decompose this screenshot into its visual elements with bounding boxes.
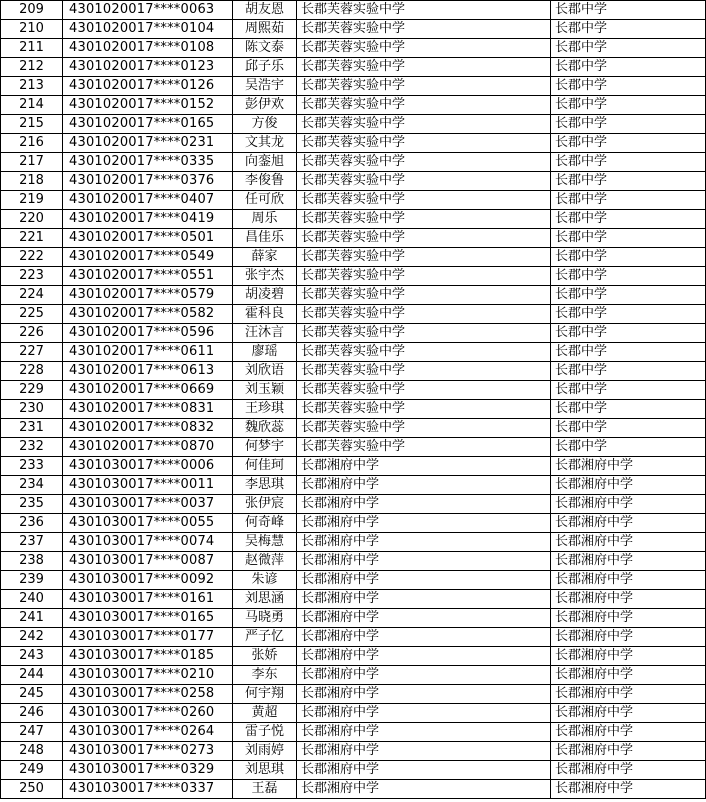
graduating-school-cell: 长郡芙蓉实验中学: [297, 115, 551, 134]
row-number-cell: 224: [1, 286, 63, 305]
student-name-cell: 廖瑶: [233, 343, 297, 362]
graduating-school-cell: 长郡芙蓉实验中学: [297, 153, 551, 172]
admitted-school-cell: 长郡湘府中学: [551, 761, 706, 780]
candidate-id-cell: 4301020017****0832: [63, 419, 233, 438]
graduating-school-cell: 长郡湘府中学: [297, 552, 551, 571]
graduating-school-cell: 长郡湘府中学: [297, 761, 551, 780]
row-number-cell: 228: [1, 362, 63, 381]
candidate-id-cell: 4301030017****0258: [63, 685, 233, 704]
row-number-cell: 231: [1, 419, 63, 438]
student-name-cell: 严子忆: [233, 628, 297, 647]
graduating-school-cell: 长郡芙蓉实验中学: [297, 77, 551, 96]
admitted-school-cell: 长郡湘府中学: [551, 514, 706, 533]
row-number-cell: 216: [1, 134, 63, 153]
graduating-school-cell: 长郡芙蓉实验中学: [297, 324, 551, 343]
admitted-school-cell: 长郡中学: [551, 210, 706, 229]
student-name-cell: 马晓勇: [233, 609, 297, 628]
table-row: [1, 495, 706, 514]
candidate-id-cell: 4301020017****0376: [63, 172, 233, 191]
candidate-id-cell: 4301020017****0231: [63, 134, 233, 153]
row-number-cell: 241: [1, 609, 63, 628]
table-row: [1, 343, 706, 362]
table-row: [1, 96, 706, 115]
admitted-school-cell: 长郡中学: [551, 153, 706, 172]
row-number-cell: 214: [1, 96, 63, 115]
table-body: [1, 1, 706, 799]
table-row: [1, 248, 706, 267]
candidate-id-cell: 4301030017****0264: [63, 723, 233, 742]
row-number-cell: 227: [1, 343, 63, 362]
admitted-school-cell: 长郡湘府中学: [551, 571, 706, 590]
table-row: [1, 134, 706, 153]
table-row: [1, 362, 706, 381]
candidate-id-cell: 4301030017****0055: [63, 514, 233, 533]
graduating-school-cell: 长郡湘府中学: [297, 609, 551, 628]
table-row: [1, 628, 706, 647]
graduating-school-cell: 长郡芙蓉实验中学: [297, 96, 551, 115]
candidate-id-cell: 4301030017****0329: [63, 761, 233, 780]
candidate-id-cell: 4301020017****0551: [63, 267, 233, 286]
student-name-cell: 吴梅慧: [233, 533, 297, 552]
candidate-id-cell: 4301020017****0831: [63, 400, 233, 419]
candidate-id-cell: 4301020017****0152: [63, 96, 233, 115]
table-row: [1, 571, 706, 590]
student-name-cell: 黄超: [233, 704, 297, 723]
student-name-cell: 邱子乐: [233, 58, 297, 77]
admitted-school-cell: 长郡中学: [551, 1, 706, 20]
row-number-cell: 220: [1, 210, 63, 229]
candidate-id-cell: 4301030017****0210: [63, 666, 233, 685]
candidate-id-cell: 4301030017****0185: [63, 647, 233, 666]
student-name-cell: 李思琪: [233, 476, 297, 495]
graduating-school-cell: 长郡芙蓉实验中学: [297, 134, 551, 153]
candidate-id-cell: 4301020017****0335: [63, 153, 233, 172]
row-number-cell: 232: [1, 438, 63, 457]
candidate-id-cell: 4301020017****0407: [63, 191, 233, 210]
student-name-cell: 周熙茹: [233, 20, 297, 39]
row-number-cell: 229: [1, 381, 63, 400]
student-name-cell: 胡凌碧: [233, 286, 297, 305]
admitted-school-cell: 长郡湘府中学: [551, 628, 706, 647]
student-name-cell: 向銮旭: [233, 153, 297, 172]
graduating-school-cell: 长郡湘府中学: [297, 495, 551, 514]
candidate-id-cell: 4301030017****0087: [63, 552, 233, 571]
row-number-cell: 210: [1, 20, 63, 39]
candidate-id-cell: 4301020017****0549: [63, 248, 233, 267]
graduating-school-cell: 长郡芙蓉实验中学: [297, 438, 551, 457]
admitted-school-cell: 长郡中学: [551, 229, 706, 248]
candidate-id-cell: 4301030017****0165: [63, 609, 233, 628]
graduating-school-cell: 长郡芙蓉实验中学: [297, 267, 551, 286]
student-name-cell: 陈文泰: [233, 39, 297, 58]
admitted-school-cell: 长郡中学: [551, 191, 706, 210]
row-number-cell: 212: [1, 58, 63, 77]
student-name-cell: 彭伊欢: [233, 96, 297, 115]
row-number-cell: 217: [1, 153, 63, 172]
table-row: [1, 115, 706, 134]
table-row: [1, 533, 706, 552]
student-name-cell: 王磊: [233, 780, 297, 799]
candidate-id-cell: 4301020017****0596: [63, 324, 233, 343]
admitted-school-cell: 长郡中学: [551, 324, 706, 343]
student-name-cell: 刘欣语: [233, 362, 297, 381]
table-row: [1, 39, 706, 58]
student-name-cell: 王珍琪: [233, 400, 297, 419]
table-row: [1, 438, 706, 457]
graduating-school-cell: 长郡芙蓉实验中学: [297, 1, 551, 20]
row-number-cell: 225: [1, 305, 63, 324]
admitted-school-cell: 长郡湘府中学: [551, 704, 706, 723]
graduating-school-cell: 长郡芙蓉实验中学: [297, 419, 551, 438]
admitted-school-cell: 长郡中学: [551, 58, 706, 77]
table-row: [1, 476, 706, 495]
row-number-cell: 246: [1, 704, 63, 723]
table-row: [1, 457, 706, 476]
student-name-cell: 张伊宸: [233, 495, 297, 514]
graduating-school-cell: 长郡湘府中学: [297, 723, 551, 742]
student-name-cell: 赵微萍: [233, 552, 297, 571]
admitted-school-cell: 长郡湘府中学: [551, 647, 706, 666]
candidate-id-cell: 4301020017****0108: [63, 39, 233, 58]
table-row: [1, 1, 706, 20]
admitted-school-cell: 长郡湘府中学: [551, 457, 706, 476]
row-number-cell: 233: [1, 457, 63, 476]
row-number-cell: 237: [1, 533, 63, 552]
row-number-cell: 215: [1, 115, 63, 134]
row-number-cell: 242: [1, 628, 63, 647]
admitted-school-cell: 长郡湘府中学: [551, 666, 706, 685]
table-row: [1, 704, 706, 723]
row-number-cell: 226: [1, 324, 63, 343]
graduating-school-cell: 长郡湘府中学: [297, 780, 551, 799]
graduating-school-cell: 长郡湘府中学: [297, 666, 551, 685]
row-number-cell: 249: [1, 761, 63, 780]
row-number-cell: 244: [1, 666, 63, 685]
student-name-cell: 张宇杰: [233, 267, 297, 286]
student-name-cell: 胡友恩: [233, 1, 297, 20]
row-number-cell: 245: [1, 685, 63, 704]
table-row: [1, 172, 706, 191]
row-number-cell: 223: [1, 267, 63, 286]
candidate-id-cell: 4301020017****0123: [63, 58, 233, 77]
student-name-cell: 刘雨婷: [233, 742, 297, 761]
student-name-cell: 何奇峰: [233, 514, 297, 533]
row-number-cell: 222: [1, 248, 63, 267]
admitted-school-cell: 长郡中学: [551, 248, 706, 267]
student-name-cell: 汪沐言: [233, 324, 297, 343]
student-name-cell: 朱谚: [233, 571, 297, 590]
row-number-cell: 213: [1, 77, 63, 96]
row-number-cell: 247: [1, 723, 63, 742]
graduating-school-cell: 长郡湘府中学: [297, 628, 551, 647]
student-name-cell: 何宇翔: [233, 685, 297, 704]
admitted-school-cell: 长郡中学: [551, 39, 706, 58]
row-number-cell: 218: [1, 172, 63, 191]
student-name-cell: 周乐: [233, 210, 297, 229]
candidate-id-cell: 4301020017****0582: [63, 305, 233, 324]
candidate-id-cell: 4301020017****0419: [63, 210, 233, 229]
admitted-school-cell: 长郡湘府中学: [551, 533, 706, 552]
admitted-school-cell: 长郡湘府中学: [551, 495, 706, 514]
admitted-school-cell: 长郡中学: [551, 286, 706, 305]
graduating-school-cell: 长郡湘府中学: [297, 704, 551, 723]
row-number-cell: 239: [1, 571, 63, 590]
graduating-school-cell: 长郡芙蓉实验中学: [297, 210, 551, 229]
table-row: [1, 210, 706, 229]
row-number-cell: 234: [1, 476, 63, 495]
candidate-id-cell: 4301030017****0037: [63, 495, 233, 514]
admitted-school-cell: 长郡中学: [551, 362, 706, 381]
graduating-school-cell: 长郡湘府中学: [297, 742, 551, 761]
candidate-id-cell: 4301030017****0011: [63, 476, 233, 495]
row-number-cell: 248: [1, 742, 63, 761]
student-name-cell: 霍科良: [233, 305, 297, 324]
row-number-cell: 238: [1, 552, 63, 571]
admitted-school-cell: 长郡湘府中学: [551, 476, 706, 495]
candidate-id-cell: 4301020017****0579: [63, 286, 233, 305]
table-row: [1, 723, 706, 742]
candidate-id-cell: 4301030017****0092: [63, 571, 233, 590]
student-name-cell: 薛家: [233, 248, 297, 267]
candidate-id-cell: 4301030017****0177: [63, 628, 233, 647]
table-row: [1, 647, 706, 666]
admitted-school-cell: 长郡湘府中学: [551, 609, 706, 628]
row-number-cell: 243: [1, 647, 63, 666]
row-number-cell: 236: [1, 514, 63, 533]
student-name-cell: 李东: [233, 666, 297, 685]
candidate-id-cell: 4301030017****0273: [63, 742, 233, 761]
candidate-id-cell: 4301030017****0260: [63, 704, 233, 723]
admitted-school-cell: 长郡中学: [551, 400, 706, 419]
graduating-school-cell: 长郡芙蓉实验中学: [297, 229, 551, 248]
table-row: [1, 305, 706, 324]
student-name-cell: 张娇: [233, 647, 297, 666]
table-row: [1, 590, 706, 609]
admitted-school-cell: 长郡湘府中学: [551, 780, 706, 799]
row-number-cell: 219: [1, 191, 63, 210]
table-row: [1, 58, 706, 77]
student-name-cell: 刘思琪: [233, 761, 297, 780]
table-row: [1, 514, 706, 533]
table-row: [1, 153, 706, 172]
admitted-school-cell: 长郡中学: [551, 381, 706, 400]
table-row: [1, 552, 706, 571]
table-row: [1, 229, 706, 248]
table-row: [1, 685, 706, 704]
admitted-school-cell: 长郡中学: [551, 172, 706, 191]
admitted-school-cell: 长郡中学: [551, 20, 706, 39]
student-name-cell: 任可欣: [233, 191, 297, 210]
candidate-id-cell: 4301030017****0337: [63, 780, 233, 799]
row-number-cell: 209: [1, 1, 63, 20]
graduating-school-cell: 长郡湘府中学: [297, 685, 551, 704]
admitted-school-cell: 长郡中学: [551, 267, 706, 286]
graduating-school-cell: 长郡芙蓉实验中学: [297, 191, 551, 210]
admitted-school-cell: 长郡湘府中学: [551, 590, 706, 609]
row-number-cell: 250: [1, 780, 63, 799]
admitted-school-cell: 长郡湘府中学: [551, 723, 706, 742]
table-row: [1, 780, 706, 799]
admitted-school-cell: 长郡中学: [551, 115, 706, 134]
row-number-cell: 211: [1, 39, 63, 58]
candidate-id-cell: 4301020017****0501: [63, 229, 233, 248]
row-number-cell: 230: [1, 400, 63, 419]
candidate-id-cell: 4301020017****0165: [63, 115, 233, 134]
table-row: [1, 609, 706, 628]
admitted-school-cell: 长郡湘府中学: [551, 685, 706, 704]
admitted-school-cell: 长郡中学: [551, 343, 706, 362]
candidate-id-cell: 4301020017****0104: [63, 20, 233, 39]
graduating-school-cell: 长郡芙蓉实验中学: [297, 20, 551, 39]
graduating-school-cell: 长郡湘府中学: [297, 571, 551, 590]
student-name-cell: 雷子悦: [233, 723, 297, 742]
admitted-school-cell: 长郡湘府中学: [551, 552, 706, 571]
graduating-school-cell: 长郡芙蓉实验中学: [297, 172, 551, 191]
student-name-cell: 吴浩宇: [233, 77, 297, 96]
graduating-school-cell: 长郡湘府中学: [297, 457, 551, 476]
graduating-school-cell: 长郡湘府中学: [297, 647, 551, 666]
student-name-cell: 何梦宇: [233, 438, 297, 457]
admitted-school-cell: 长郡中学: [551, 96, 706, 115]
admitted-school-cell: 长郡中学: [551, 419, 706, 438]
student-name-cell: 李俊鲁: [233, 172, 297, 191]
table-row: [1, 286, 706, 305]
student-name-cell: 文其龙: [233, 134, 297, 153]
graduating-school-cell: 长郡湘府中学: [297, 514, 551, 533]
table-row: [1, 191, 706, 210]
table-row: [1, 324, 706, 343]
table-row: [1, 77, 706, 96]
candidate-id-cell: 4301030017****0006: [63, 457, 233, 476]
admitted-school-cell: 长郡中学: [551, 77, 706, 96]
table-row: [1, 742, 706, 761]
row-number-cell: 240: [1, 590, 63, 609]
student-name-cell: 刘玉颖: [233, 381, 297, 400]
candidate-id-cell: 4301020017****0870: [63, 438, 233, 457]
table-row: [1, 400, 706, 419]
candidate-id-cell: 4301020017****0613: [63, 362, 233, 381]
graduating-school-cell: 长郡芙蓉实验中学: [297, 39, 551, 58]
admitted-school-cell: 长郡中学: [551, 134, 706, 153]
student-name-cell: 何佳珂: [233, 457, 297, 476]
candidate-id-cell: 4301030017****0161: [63, 590, 233, 609]
table-row: [1, 20, 706, 39]
graduating-school-cell: 长郡芙蓉实验中学: [297, 343, 551, 362]
table-row: [1, 419, 706, 438]
table-row: [1, 761, 706, 780]
candidate-id-cell: 4301020017****0063: [63, 1, 233, 20]
candidate-id-cell: 4301020017****0611: [63, 343, 233, 362]
table-row: [1, 381, 706, 400]
student-name-cell: 方俊: [233, 115, 297, 134]
row-number-cell: 235: [1, 495, 63, 514]
admitted-school-cell: 长郡中学: [551, 305, 706, 324]
graduating-school-cell: 长郡芙蓉实验中学: [297, 286, 551, 305]
graduating-school-cell: 长郡芙蓉实验中学: [297, 381, 551, 400]
graduating-school-cell: 长郡芙蓉实验中学: [297, 58, 551, 77]
graduating-school-cell: 长郡芙蓉实验中学: [297, 305, 551, 324]
admitted-school-cell: 长郡湘府中学: [551, 742, 706, 761]
student-name-cell: 魏欣蕊: [233, 419, 297, 438]
candidate-id-cell: 4301020017****0669: [63, 381, 233, 400]
graduating-school-cell: 长郡湘府中学: [297, 476, 551, 495]
student-name-cell: 昌佳乐: [233, 229, 297, 248]
candidate-id-cell: 4301030017****0074: [63, 533, 233, 552]
table-row: [1, 267, 706, 286]
table-row: [1, 666, 706, 685]
graduating-school-cell: 长郡湘府中学: [297, 590, 551, 609]
row-number-cell: 221: [1, 229, 63, 248]
graduating-school-cell: 长郡芙蓉实验中学: [297, 400, 551, 419]
graduating-school-cell: 长郡湘府中学: [297, 533, 551, 552]
admitted-school-cell: 长郡中学: [551, 438, 706, 457]
graduating-school-cell: 长郡芙蓉实验中学: [297, 248, 551, 267]
student-name-cell: 刘思涵: [233, 590, 297, 609]
graduating-school-cell: 长郡芙蓉实验中学: [297, 362, 551, 381]
candidate-id-cell: 4301020017****0126: [63, 77, 233, 96]
